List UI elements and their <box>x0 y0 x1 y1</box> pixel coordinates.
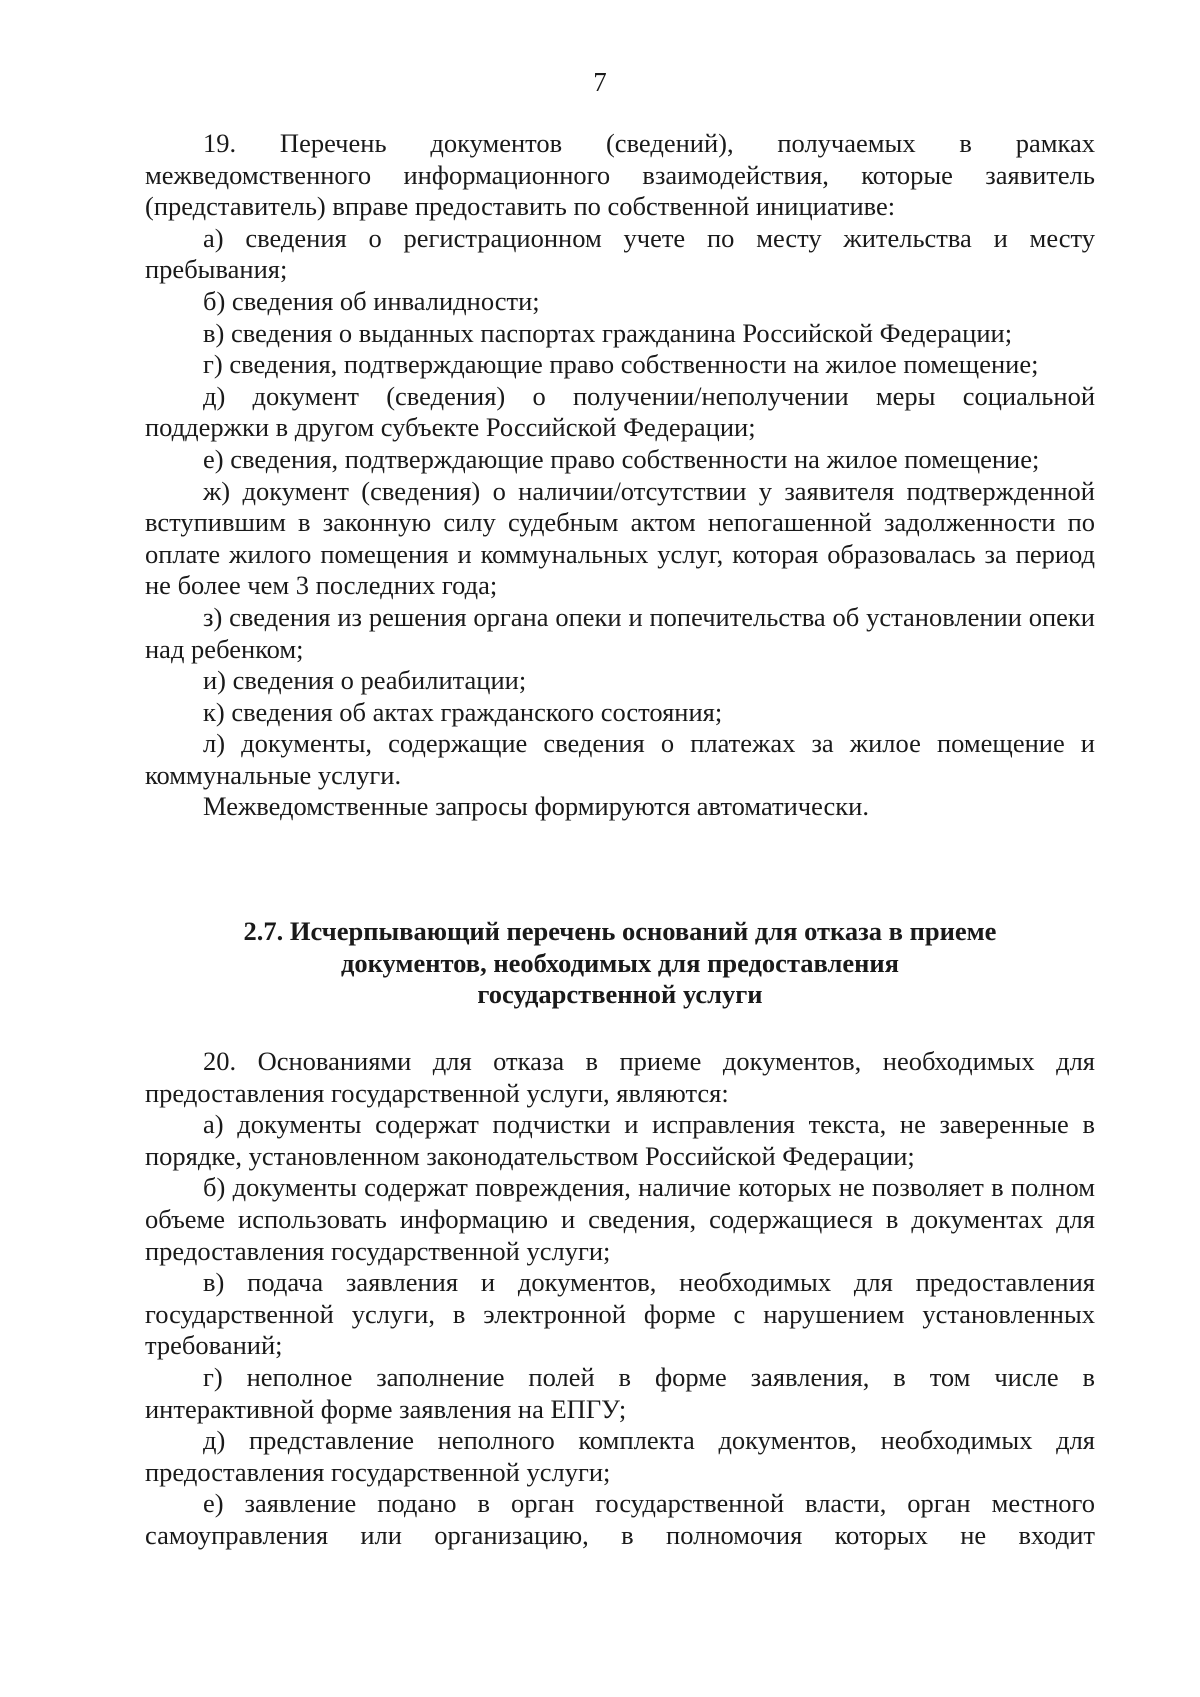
section-20-item-d: д) представление неполного комплекта документов, необходимых для предоставления государственной услуги; <box>145 1425 1095 1487</box>
section-20-item-a: а) документы содержат подчистки и исправления текста, не заверенные в порядке, установленном законодательством Российской Федерации; <box>145 1109 1095 1171</box>
section-19-item-zh: ж) документ (сведения) о наличии/отсутствии у заявителя подтвержденной вступившим в законную силу судебным актом непогашенной задолженности по оплате жилого помещения и коммунальных услуг, которая образовалась за период не более чем 3 последних года; <box>145 475 1095 601</box>
section-20-item-g: г) неполное заполнение полей в форме заявления, в том числе в интерактивной форме заявления на ЕПГУ; <box>145 1361 1095 1424</box>
section-19-item-i: и) сведения о реабилитации; <box>203 665 527 696</box>
section-20 <box>145 1046 1095 1552</box>
section-20-intro: 20. Основаниями для отказа в приеме документов, необходимых для предоставления государственной услуги, являются: <box>145 1046 1095 1108</box>
section-19-item-z: з) сведения из решения органа опеки и попечительства об установлении опеки над ребенком; <box>145 601 1095 664</box>
section-19-item-k: к) сведения об актах гражданского состояния; <box>203 696 723 727</box>
page-number: 7 <box>593 67 607 97</box>
section-19-item-v: в) сведения о выданных паспортах гражданина Российской Федерации; <box>203 317 1013 348</box>
section-19-item-e: е) сведения, подтверждающие право собственности на жилое помещение; <box>203 443 1040 474</box>
section-heading-2-7 <box>145 916 1095 1011</box>
section-19-item-l: л) документы, содержащие сведения о платежах за жилое помещение и коммунальные услуги. <box>145 728 1095 790</box>
heading-line-2: документов, необходимых для предоставления <box>340 947 899 978</box>
heading-line-3: государственной услуги <box>477 979 763 1010</box>
section-19-intro: 19. Перечень документов (сведений), получаемых в рамках межведомственного информационного взаимодействия, которые заявитель (представитель) вправе предоставить по собственной инициативе: <box>145 128 1095 222</box>
section-19-item-g: г) сведения, подтверждающие право собственности на жилое помещение; <box>203 349 1039 380</box>
section-20-item-b: б) документы содержат повреждения, наличие которых не позволяет в полном объеме использовать информацию и сведения, содержащиеся в документах для предоставления государственной услуги; <box>145 1172 1095 1266</box>
section-19-item-b: б) сведения об инвалидности; <box>203 285 540 316</box>
section-20-item-v: в) подача заявления и документов, необходимых для предоставления государственной услуги, в электронной форме с нарушением установленных требований; <box>145 1267 1095 1361</box>
section-20-item-e: е) заявление подано в орган государственной власти, орган местного самоуправления или организацию, в полномочия которых не входит <box>145 1488 1095 1550</box>
heading-line-1: 2.7. Исчерпывающий перечень оснований для отказа в приеме <box>243 916 997 946</box>
section-19-closing: Межведомственные запросы формируются автоматически. <box>203 791 869 822</box>
section-19 <box>145 128 1095 823</box>
section-19-item-a: а) сведения о регистрационном учете по месту жительства и месту пребывания; <box>145 222 1095 285</box>
section-19-item-d: д) документ (сведения) о получении/неполучении меры социальной поддержки в другом субъекте Российской Федерации; <box>145 380 1095 443</box>
